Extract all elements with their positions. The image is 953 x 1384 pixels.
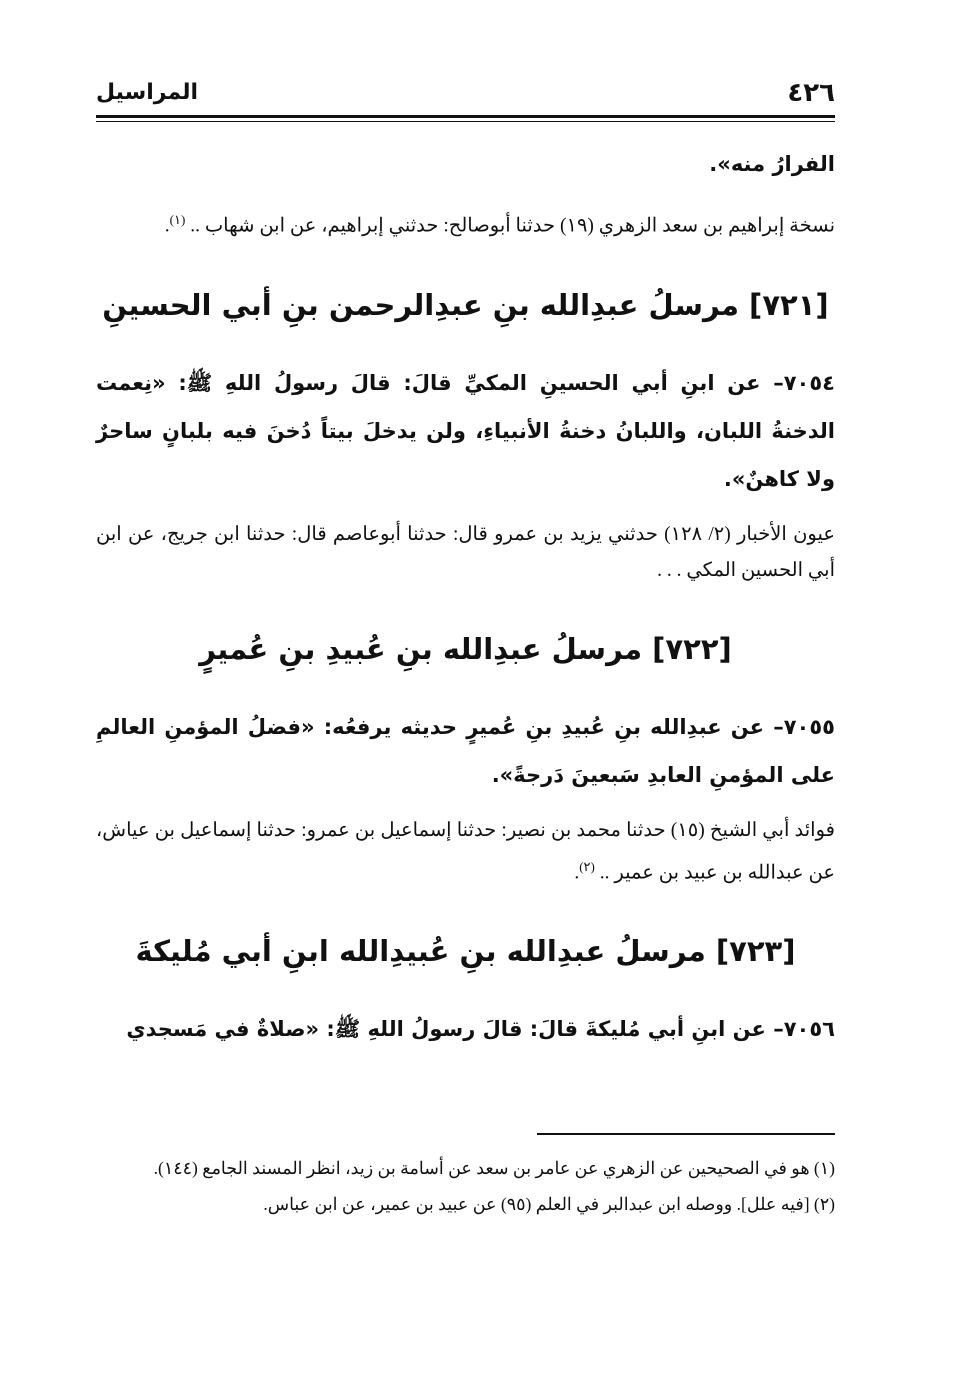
header-rule-thin [96,121,835,122]
source-citation-end: . [164,215,170,237]
hadith-7054: ٧٠٥٤– عن ابنِ أبي الحسينِ المكيِّ قالَ: قالَ رسولُ اللهِ ﷺ: «نِعمت الدخنةُ اللبان، واللبانُ دخنةُ الأنبياءِ، ولن يدخلَ بيتاً دُخنَ فيه بلبانٍ ساحرٌ ولا كاهنٌ». [96,370,835,491]
source-citation-text: نسخة إبراهيم بن سعد الزهري (١٩) حدثنا أبوصالح: حدثني إبراهيم، عن ابن شهاب .. [185,215,835,237]
page-header [96,78,835,118]
footnote-separator [537,1133,835,1135]
footnotes [96,1150,835,1222]
source-citation [96,202,835,245]
source-citation-7055 [96,813,835,892]
page-body [96,140,835,1053]
footnote-2: (٢) [فيه علل]. ووصله ابن عبدالبر في العلم (٩٥) عن عبيد بن عمير، عن ابن عباس. [263,1194,835,1214]
source-citation-7055-text: فوائد أبي الشيخ (١٥) حدثنا محمد بن نصير: حدثنا إسماعيل بن عمرو: حدثنا إسماعيل بن عياش، عن عبدالله بن عبيد بن عمير .. [96,819,835,883]
footnote-ref-1[interactable]: (١) [169,212,186,227]
hadith-7055: ٧٠٥٥– عن عبدِالله بنِ عُبيدِ بنِ عُميرٍ حديثه يرفعُه: «فضلُ المؤمنِ العالمِ على المؤمنِ العابدِ سَبعينَ دَرجةً». [96,714,835,787]
hadith-continuation: الفرارُ منه». [709,152,835,176]
chapter-heading-722: [٧٢٢] مرسلُ عبدِالله بنِ عُبيدِ بنِ عُميرٍ [199,631,732,666]
footnote-1: (١) هو في الصحيحين عن الزهري عن عامر بن سعد عن أسامة بن زيد، انظر المسند الجامع (١٤٤). [153,1158,835,1178]
running-title: المراسيل [96,80,199,105]
page-number: ٤٢٦ [787,78,835,108]
source-citation-7055-end: . [574,862,580,883]
chapter-heading-723: [٧٢٣] مرسلُ عبدِالله بنِ عُبيدِالله ابنِ أبي مُليكةَ [135,934,796,968]
chapter-heading-721: [٧٢١] مرسلُ عبدِالله بنِ عبدِالرحمن بنِ أبي الحسينِ [102,287,829,322]
hadith-7056: ٧٠٥٦– عن ابنِ أبي مُليكةَ قالَ: قالَ رسولُ اللهِ ﷺ: «صلاةٌ في مَسجدي [126,1017,835,1041]
footnote-ref-2[interactable]: (٢) [579,858,595,874]
header-rule-thick [96,115,835,118]
source-citation-7054: عيون الأخبار (٢/ ١٢٨) حدثني يزيد بن عمرو قال: حدثنا أبوعاصم قال: حدثنا ابن جريج، عن ابن أبي الحسين المكي . . . [96,523,835,581]
